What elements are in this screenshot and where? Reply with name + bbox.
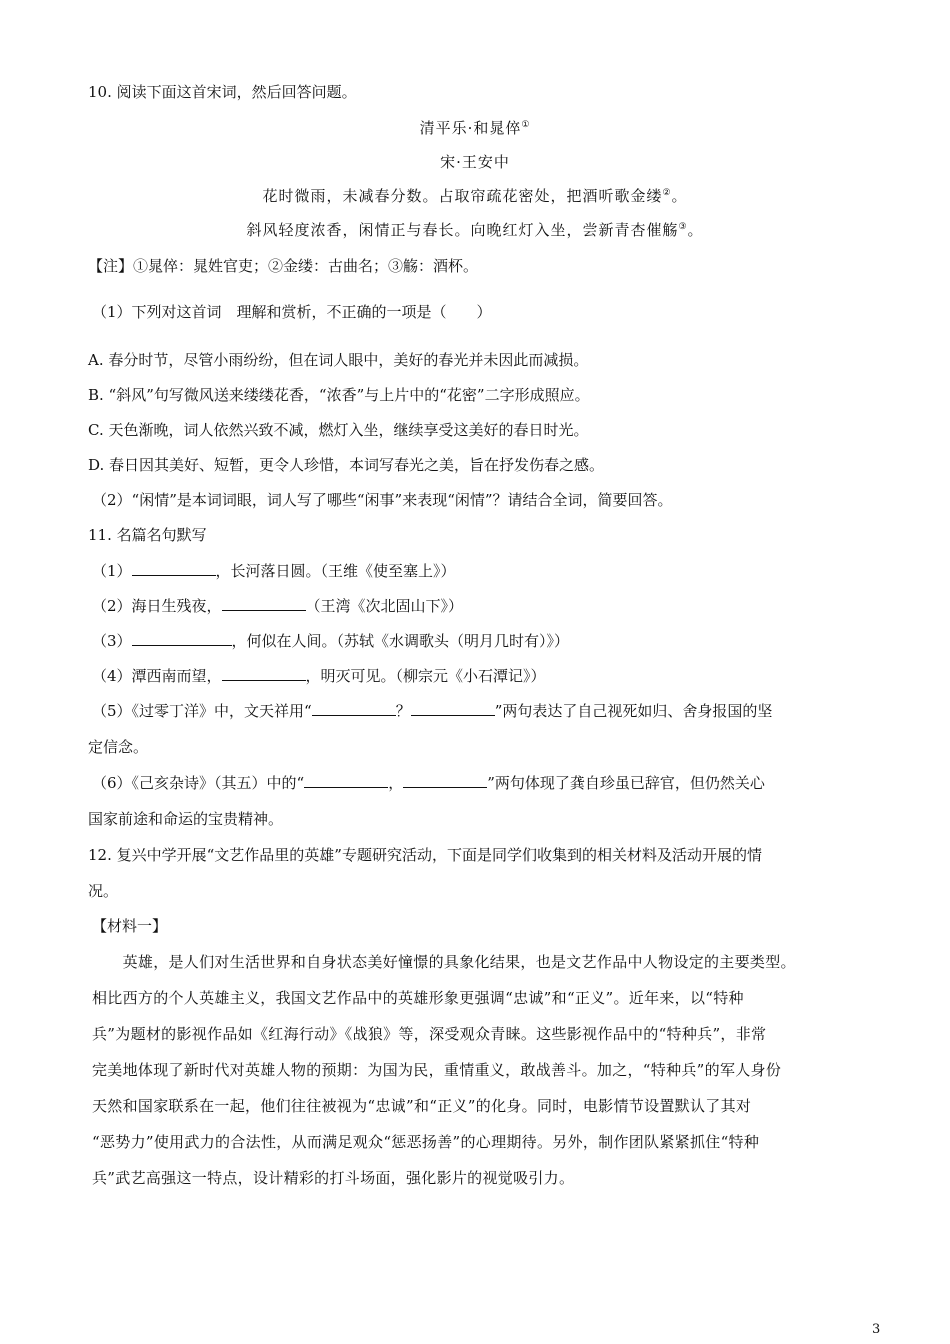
material-paragraph-line: 兵”武艺高强这一特点，设计精彩的打斗场面，强化影片的视觉吸引力。 [92, 1169, 575, 1187]
q11-item-5-rest: ”两句表达了自己视死如归、舍身报国的坚 [494, 702, 773, 720]
material-paragraph-line: 完美地体现了新时代对英雄人物的预期：为国为民，重情重义，敢战善斗。加之，“特种兵”的军人身份 [92, 1061, 782, 1079]
poem-title-text: 清平乐·和晁倅 [419, 119, 522, 137]
poem-line-2-end: 。 [687, 221, 704, 239]
q11-item-1-text: ，长河落日圆。（王维《使至塞上》） [215, 562, 456, 580]
poem-line-2 [0, 220, 950, 240]
poem-author: 宋·王安中 [440, 153, 510, 171]
answer-blank[interactable] [304, 772, 388, 788]
answer-blank[interactable] [132, 630, 232, 646]
material-paragraph-line: 相比西方的个人英雄主义，我国文艺作品中的英雄形象更强调“忠诚”和“正义”。近年来，以“特种 [92, 989, 744, 1007]
q11-item-5-text: （5）《过零丁洋》中，文天祥用“ [92, 702, 312, 720]
poem-note: 【注】①晁倅：晁姓官吏；②金缕：古曲名；③觞：酒杯。 [88, 257, 479, 275]
answer-blank[interactable] [411, 700, 495, 716]
poem-line-1-footnote-mark: ② [662, 188, 672, 198]
q11-item-1 [92, 560, 456, 581]
poem-line-1-end: 。 [671, 187, 688, 205]
q11-item-3-text: ，何似在人间。（苏轼《水调歌头（明月几时有）》） [231, 632, 570, 650]
q11-item-5 [92, 700, 772, 721]
q11-item-2 [92, 595, 463, 616]
poem-title-footnote-mark: ① [521, 120, 531, 130]
q11-item-5-mark: ？ [395, 702, 411, 720]
material-paragraph-line: 兵”为题材的影视作品如《红海行动》《战狼》等，深受观众青睐。这些影视作品中的“特种兵”，非常 [92, 1025, 767, 1043]
q10-sub1: （1）下列对这首词 理解和赏析，不正确的一项是（ ） [92, 303, 492, 321]
q11-item-3 [92, 630, 569, 651]
q11-item-4-text: （4）潭西南而望， [92, 667, 222, 685]
q11-item-6-mark: ， [388, 774, 404, 792]
q11-item-5-cont: 定信念。 [88, 738, 149, 756]
q11-item-4-source: ，明灭可见。（柳宗元《小石潭记》） [305, 667, 546, 685]
poem-title [0, 118, 950, 138]
q12-intro-cont: 况。 [88, 882, 119, 900]
q11-item-6-cont: 国家前途和命运的宝贵精神。 [88, 810, 284, 828]
option-b: B. “斜风”句写微风送来缕缕花香，“浓香”与上片中的“花密”二字形成照应。 [88, 386, 590, 404]
q11-title: 11. 名篇名句默写 [88, 526, 207, 544]
q11-item-2-source: （王湾《次北固山下》） [305, 597, 464, 615]
answer-blank[interactable] [132, 560, 216, 576]
q11-item-6-rest: ”两句体现了龚自珍虽已辞官，但仍然关心 [487, 774, 765, 792]
answer-blank[interactable] [222, 595, 306, 611]
q10-sub2: （2）“闲情”是本词词眼，词人写了哪些“闲事”来表现“闲情”？请结合全词，简要回答。 [92, 491, 673, 509]
poem-line-2-footnote-mark: ③ [678, 222, 688, 232]
material-paragraph-line: 英雄，是人们对生活世界和自身状态美好憧憬的具象化结果，也是文艺作品中人物设定的主要类型。 [92, 953, 796, 971]
material-label: 【材料一】 [92, 917, 168, 935]
q11-item-2-text: （2）海日生残夜， [92, 597, 222, 615]
q12-intro: 12. 复兴中学开展“文艺作品里的英雄”专题研究活动，下面是同学们收集到的相关材料及活动开展的情 [88, 846, 762, 864]
q10-intro: 10. 阅读下面这首宋词，然后回答问题。 [88, 83, 357, 101]
material-paragraph-line: 天然和国家联系在一起，他们往往被视为“忠诚”和“正义”的化身。同时，电影情节设置默认了其对 [92, 1097, 752, 1115]
page-number: 3 [872, 1322, 881, 1337]
poem-line-2-text: 斜风轻度浓香，闲情正与春长。向晚红灯入坐，尝新青杏催觞 [246, 221, 679, 239]
q11-item-1-number: （1） [92, 562, 132, 580]
material-paragraph-line: “恶势力”使用武力的合法性，从而满足观众“惩恶扬善”的心理期待。另外，制作团队紧紧抓住“特种 [92, 1133, 760, 1151]
q11-item-3-number: （3） [92, 632, 132, 650]
q11-item-6-text: （6）《己亥杂诗》（其五）中的“ [92, 774, 305, 792]
option-d: D. 春日因其美好、短暂，更令人珍惜，本词写春光之美，旨在抒发伤春之感。 [88, 456, 605, 474]
answer-blank[interactable] [222, 665, 306, 681]
option-c: C. 天色渐晚，词人依然兴致不减，燃灯入坐，继续享受这美好的春日时光。 [88, 421, 589, 439]
option-a: A. 春分时节，尽管小雨纷纷，但在词人眼中，美好的春光并未因此而减损。 [88, 351, 589, 369]
answer-blank[interactable] [403, 772, 487, 788]
q11-item-4 [92, 665, 546, 686]
poem-line-1 [0, 186, 950, 206]
q11-item-6 [92, 772, 765, 793]
answer-blank[interactable] [312, 700, 396, 716]
poem-line-1-text: 花时微雨，未减春分数。占取帘疏花密处，把酒听歌金缕 [262, 187, 663, 205]
